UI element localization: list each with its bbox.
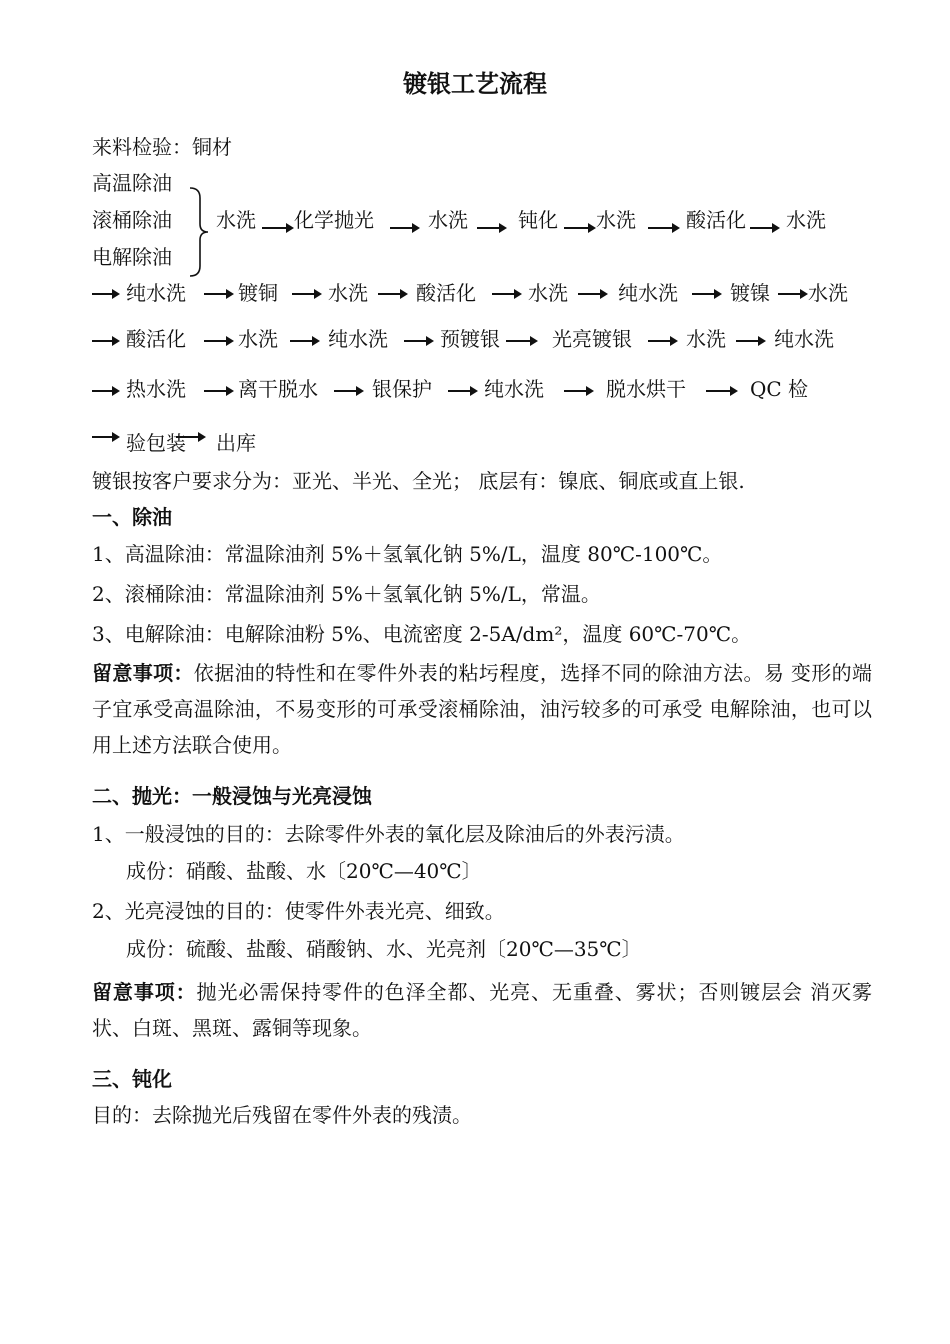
- flow-step: 纯水洗: [618, 281, 678, 305]
- flow-step: 脱水烘干: [606, 377, 686, 401]
- page-title: 镀银工艺流程: [403, 70, 547, 98]
- arrow-right-icon: [262, 227, 292, 229]
- list-item: 1、高温除油：常温除油剂 5%＋氢氧化钠 5%/L，温度 80℃-100℃。: [92, 542, 723, 566]
- arrow-right-icon: [750, 227, 778, 229]
- section-heading: 一、除油: [92, 505, 172, 529]
- section-heading: 二、抛光：一般浸蚀与光亮浸蚀: [92, 784, 372, 808]
- flow-step: 验包装: [126, 431, 186, 455]
- curly-brace-icon: [188, 186, 210, 278]
- flow-step: 水洗: [216, 208, 256, 232]
- flow-step: 水洗: [786, 208, 826, 232]
- flow-step: 热水洗: [126, 377, 186, 401]
- flow-step: 镀镍: [730, 281, 770, 305]
- flow-step: 水洗: [428, 208, 468, 232]
- arrow-right-icon: [92, 390, 118, 392]
- flow-step: 水洗: [808, 281, 848, 305]
- arrow-right-icon: [334, 390, 362, 392]
- flow-step: 酸活化: [686, 208, 746, 232]
- flow-step: 离干脱水: [238, 377, 318, 401]
- arrow-right-icon: [778, 293, 806, 295]
- arrow-right-icon: [448, 390, 476, 392]
- flow-step: 纯水洗: [126, 281, 186, 305]
- degrease-option: 高温除油: [92, 171, 172, 195]
- flow-step: 出库: [216, 431, 256, 455]
- flow-step: 水洗: [238, 327, 278, 351]
- flow-step: 化学抛光: [294, 208, 374, 232]
- arrow-right-icon: [736, 340, 764, 342]
- flow-step: 水洗: [328, 281, 368, 305]
- flow-step: 水洗: [686, 327, 726, 351]
- flow-step: 水洗: [596, 208, 636, 232]
- arrow-right-icon: [204, 340, 232, 342]
- note-paragraph: [92, 974, 872, 1046]
- arrow-right-icon: [92, 340, 118, 342]
- list-item: 3、电解除油：电解除油粉 5%、电流密度 2-5A/dm²，温度 60℃-70℃。: [92, 622, 752, 646]
- flow-step: 光亮镀银: [552, 327, 632, 351]
- arrow-right-icon: [706, 390, 736, 392]
- arrow-right-icon: [492, 293, 520, 295]
- note-label: 留意事项：: [92, 980, 197, 1004]
- incoming-inspection: 来料检验：铜材: [92, 135, 232, 159]
- classification-text: 镀银按客户要求分为：亚光、半光、全光； 底层有：镍底、铜底或直上银.: [92, 469, 745, 493]
- arrow-right-icon: [290, 340, 318, 342]
- arrow-right-icon: [477, 227, 505, 229]
- list-item-detail: 成份：硝酸、盐酸、水〔20℃—40℃〕: [126, 859, 482, 883]
- arrow-right-icon: [648, 227, 678, 229]
- note-paragraph: [92, 655, 872, 763]
- arrow-right-icon: [578, 293, 606, 295]
- list-item-detail: 成份：硫酸、盐酸、硝酸钠、水、光亮剂〔20℃—35℃〕: [126, 937, 642, 961]
- arrow-right-icon: [648, 340, 676, 342]
- arrow-right-icon: [564, 227, 594, 229]
- arrow-right-icon: [692, 293, 720, 295]
- flow-step: 酸活化: [126, 327, 186, 351]
- note-text: 依据油的特性和在零件外表的粘圬程度，选择不同的除油方法。易 变形的端子宜承受高温除油，不易变形的可承受滚桶除油，油污较多的可承受 电解除油，也可以用上述方法联合使用。: [92, 661, 872, 757]
- arrow-right-icon: [390, 227, 418, 229]
- arrow-right-icon: [292, 293, 320, 295]
- flow-step: 银保护: [372, 377, 432, 401]
- degrease-option: 滚桶除油: [92, 208, 172, 232]
- flow-step: 纯水洗: [484, 377, 544, 401]
- list-item: 2、光亮浸蚀的目的：使零件外表光亮、细致。: [92, 899, 505, 923]
- flow-step: QC 检: [750, 377, 809, 401]
- arrow-right-icon: [92, 436, 118, 438]
- arrow-right-icon: [204, 293, 232, 295]
- list-item: 1、一般浸蚀的目的：去除零件外表的氧化层及除油后的外表污渍。: [92, 822, 685, 846]
- arrow-right-icon: [204, 390, 232, 392]
- note-text: 抛光必需保持零件的色泽全都、光亮、无重叠、雾状；否则镀层会 消灭雾状、白斑、黑斑、露铜等现象。: [92, 980, 872, 1040]
- arrow-right-icon: [378, 293, 406, 295]
- note-label: 留意事项：: [92, 661, 194, 685]
- arrow-right-icon: [176, 436, 204, 438]
- flow-step: 纯水洗: [774, 327, 834, 351]
- arrow-right-icon: [564, 390, 592, 392]
- list-item: 2、滚桶除油：常温除油剂 5%＋氢氧化钠 5%/L，常温。: [92, 582, 601, 606]
- purpose-text: 目的：去除抛光后残留在零件外表的残渍。: [92, 1103, 472, 1127]
- flow-step: 钝化: [518, 208, 558, 232]
- section-heading: 三、钝化: [92, 1067, 172, 1091]
- flow-step: 预镀银: [440, 327, 500, 351]
- arrow-right-icon: [92, 293, 118, 295]
- arrow-right-icon: [506, 340, 536, 342]
- flow-step: 镀铜: [238, 281, 278, 305]
- arrow-right-icon: [404, 340, 432, 342]
- flow-step: 水洗: [528, 281, 568, 305]
- flow-step: 酸活化: [416, 281, 476, 305]
- degrease-option: 电解除油: [92, 245, 172, 269]
- flow-step: 纯水洗: [328, 327, 388, 351]
